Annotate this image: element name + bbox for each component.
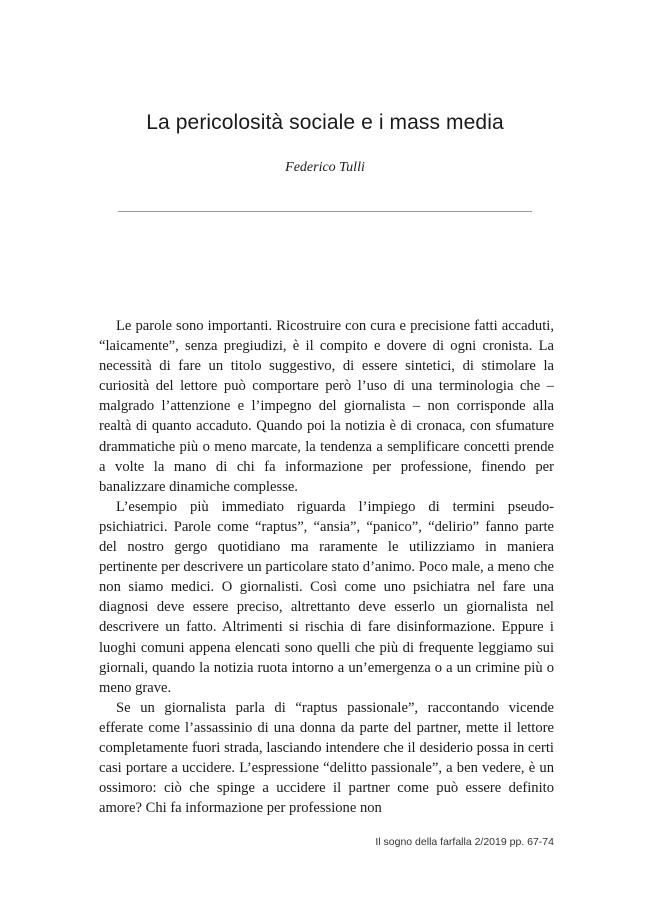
article-body	[99, 316, 554, 818]
title-divider	[118, 211, 532, 212]
article-title: La pericolosità sociale e i mass media	[146, 111, 504, 134]
body-paragraph-1: Le parole sono importanti. Ricostruire con cura e precisione fatti accaduti, “laicamente”, senza pregiudizi, è il compito e dovere di ogni cronista. La necessità di fare un titolo suggestivo, di essere sintetici, di stimolare la curiosità del lettore può comportare però l’uso di una terminologia che – malgrado l’attenzione e l’impegno del giornalista – non corrisponde alla realtà di quanto accaduto. Quando poi la notizia è di cronaca, con sfumature drammatiche più o meno marcate, la tendenza a semplificare concetti prende a volte la mano di chi fa informazione per professione, finendo per banalizzare dinamiche complesse.	[99, 318, 554, 495]
body-paragraph-2: L’esempio più immediato riguarda l’impiego di termini pseudo-psichiatrici. Parole come “raptus”, “ansia”, “panico”, “delirio” fanno parte del nostro gergo quotidiano ma raramente le utilizziamo in maniera pertinente per descrivere un particolare stato d’animo. Poco male, a meno che non siamo medici. O giornalisti. Così come uno psichiatra nel fare una diagnosi deve essere preciso, altrettanto deve esserlo un giornalista nel descrivere un fatto. Altrimenti si rischia di fare disinformazione. Eppure i luoghi comuni appena elencati sono quelli che più di frequente leggiamo sui giornali, quando la notizia ruota intorno a un’emergenza o a un crimine più o meno grave.	[99, 498, 554, 696]
journal-citation: Il sogno della farfalla 2/2019 pp. 67-74	[375, 836, 554, 848]
body-paragraph-3: Se un giornalista parla di “raptus passionale”, raccontando vicende efferate come l’assassinio di una donna da parte del partner, mette il lettore completamente fuori strada, lasciando intendere che il desiderio possa in certi casi portare a uccidere. L’espressione “delitto passionale”, a ben vedere, è un ossimoro: ciò che spinge a uccidere il partner come può essere definito amore? Chi fa informazione per professione non	[99, 699, 554, 817]
article-author: Federico Tulli	[285, 160, 365, 175]
